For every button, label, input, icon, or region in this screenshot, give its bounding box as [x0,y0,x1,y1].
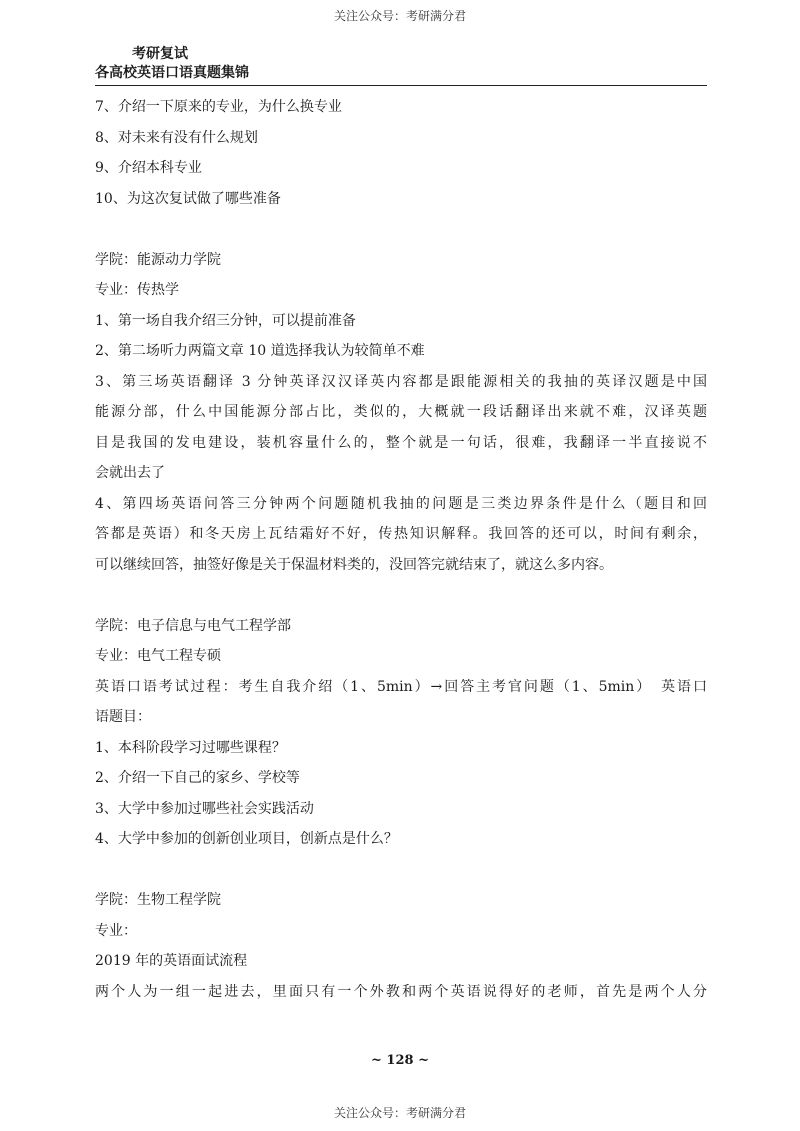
paragraph-line: 语题目： [95,709,151,725]
major-heading: 专业：传热学 [95,282,179,298]
paragraph-line: 会就出去了 [95,465,165,481]
list-item: 3、大学中参加过哪些社会实践活动 [95,800,314,817]
header-divider [95,85,707,86]
bottom-watermark: 关注公众号：考研满分君 [333,1106,466,1120]
document-body [95,92,707,1007]
list-item: 10、为这次复试做了哪些准备 [95,190,281,207]
list-item: 1、本科阶段学习过哪些课程？ [95,739,286,756]
list-item: 4、大学中参加的创新创业项目，创新点是什么？ [95,831,398,847]
page-number: ~ 128 ~ [371,1053,429,1068]
list-item: 7、介绍一下原来的专业，为什么换专业 [95,99,342,115]
school-heading: 学院：能源动力学院 [95,251,221,268]
list-item: 2、第二场听力两篇文章 10 道选择我认为较简单不难 [95,343,425,359]
list-item: 9、介绍本科专业 [95,160,202,176]
paragraph-gap [95,855,707,886]
major-heading: 专业： [95,922,137,939]
paragraph-line: 可以继续回答，抽签好像是关于保温材料类的，没回答完就结束了，就这么多内容。 [95,556,613,573]
paragraph-line: 目是我国的发电建设，装机容量什么的，整个就是一句话，很难，我翻译一半直接说不 [95,434,707,451]
paragraph-line: 两个人为一组一起进去，里面只有一个外教和两个英语说得好的老师，首先是两个人分 [95,983,707,1000]
page-header [95,45,715,83]
paragraph-line: 4、第四场英语问答三分钟两个问题随机我抽的问题是三类边界条件是什么（题目和回 [95,495,707,512]
paragraph-gap [95,580,707,611]
top-watermark: 关注公众号：考研满分君 [333,9,466,23]
major-heading: 专业：电气工程专硕 [95,648,221,664]
paragraph-line: 答都是英语）和冬天房上瓦结霜好不好，传热知识解释。我回答的还可以，时间有剩余， [95,526,707,542]
paragraph-line: 2019 年的英语面试流程 [95,953,248,969]
header-subtitle: 各高校英语口语真题集锦 [95,65,249,81]
list-item: 2、介绍一下自己的家乡、学校等 [95,770,300,786]
paragraph-gap [95,214,707,245]
list-item: 1、第一场自我介绍三分钟，可以提前准备 [95,312,356,329]
paragraph-line: 3、第三场英语翻译 3 分钟英译汉汉译英内容都是跟能源相关的我抽的英译汉题是中国 [95,373,707,390]
header-title: 考研复试 [132,46,188,62]
paragraph-line: 能源分部，什么中国能源分部占比，类似的，大概就一段话翻译出来就不难，汉译英题 [95,404,707,420]
list-item: 8、对未来有没有什么规划 [95,129,258,146]
school-heading: 学院：生物工程学院 [95,892,221,908]
school-heading: 学院：电子信息与电气工程学部 [95,617,291,634]
paragraph-line: 英语口语考试过程：考生自我介绍（1、5min）→回答主考官问题（1、5min） 英语口 [95,678,707,695]
